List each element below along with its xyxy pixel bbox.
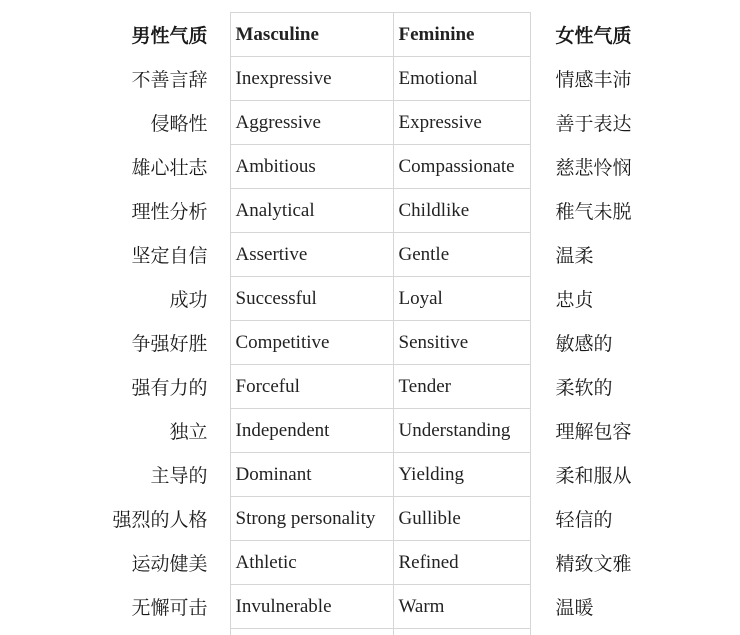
table-row — [0, 453, 740, 497]
header-feminine-zh: 女性气质 — [530, 13, 740, 57]
header-masculine-en: Masculine — [230, 13, 393, 57]
table-row — [0, 57, 740, 101]
table-header-row — [0, 13, 740, 57]
cell-feminine-zh: 柔软的 — [530, 365, 740, 409]
table-row — [0, 365, 740, 409]
cell-masculine-zh: 无懈可击 — [0, 585, 230, 629]
cell-masculine-en: Analytical — [230, 189, 393, 233]
cell-feminine-zh: 慈悲怜悯 — [530, 145, 740, 189]
cell-feminine-en: Childlike — [393, 189, 530, 233]
header-feminine-en: Feminine — [393, 13, 530, 57]
cell-masculine-en: Dominant — [230, 453, 393, 497]
cell-masculine-en: Invulnerable — [230, 585, 393, 629]
cell-feminine-en: Emotional — [393, 57, 530, 101]
cell-feminine-zh: 温柔 — [530, 233, 740, 277]
cell-masculine-zh: 不善言辞 — [0, 57, 230, 101]
header-masculine-zh: 男性气质 — [0, 13, 230, 57]
table-body — [0, 13, 740, 635]
table-row — [0, 145, 740, 189]
cell-masculine-en: Ambitious — [230, 145, 393, 189]
cell-feminine-en: Yielding — [393, 453, 530, 497]
cell-feminine-en: Gullible — [393, 497, 530, 541]
cell-feminine-zh: 善于表达 — [530, 101, 740, 145]
cell-feminine-en: Refined — [393, 541, 530, 585]
cell-feminine-zh: 情感丰沛 — [530, 57, 740, 101]
cell-feminine-en: Understanding — [393, 409, 530, 453]
cell-masculine-zh: 侵略性 — [0, 101, 230, 145]
cell-masculine-zh: 成功 — [0, 277, 230, 321]
cell-masculine-zh: 运动健美 — [0, 541, 230, 585]
cell-feminine-en: Compassionate — [393, 145, 530, 189]
cell-feminine-en: Loyal — [393, 277, 530, 321]
cell-feminine-zh: 精致文雅 — [530, 541, 740, 585]
table-row — [0, 541, 740, 585]
traits-table-container — [0, 12, 740, 635]
cell-feminine-en: Sensitive — [393, 321, 530, 365]
table-row — [0, 409, 740, 453]
cell-masculine-en: Competitive — [230, 321, 393, 365]
cell-masculine-en: Forceful — [230, 365, 393, 409]
empty-cell — [230, 629, 393, 635]
cell-masculine-zh: 强有力的 — [0, 365, 230, 409]
cell-masculine-zh: 主导的 — [0, 453, 230, 497]
cell-masculine-zh: 争强好胜 — [0, 321, 230, 365]
cell-feminine-en: Warm — [393, 585, 530, 629]
cell-masculine-zh: 雄心壮志 — [0, 145, 230, 189]
cell-feminine-zh: 温暖 — [530, 585, 740, 629]
cell-masculine-en: Independent — [230, 409, 393, 453]
table-row — [0, 497, 740, 541]
cell-masculine-en: Athletic — [230, 541, 393, 585]
cell-masculine-en: Aggressive — [230, 101, 393, 145]
cell-feminine-zh: 稚气未脱 — [530, 189, 740, 233]
table-row-cutoff — [0, 629, 740, 635]
empty-cell — [393, 629, 530, 635]
cell-masculine-en: Successful — [230, 277, 393, 321]
table-row — [0, 233, 740, 277]
cell-masculine-zh: 坚定自信 — [0, 233, 230, 277]
cell-masculine-en: Strong personality — [230, 497, 393, 541]
cell-feminine-en: Tender — [393, 365, 530, 409]
cell-masculine-zh: 理性分析 — [0, 189, 230, 233]
table-row — [0, 189, 740, 233]
cell-masculine-zh: 独立 — [0, 409, 230, 453]
cell-masculine-zh: 强烈的人格 — [0, 497, 230, 541]
cell-feminine-zh: 敏感的 — [530, 321, 740, 365]
cell-feminine-zh: 理解包容 — [530, 409, 740, 453]
gender-traits-table — [0, 12, 740, 635]
table-row — [0, 277, 740, 321]
cell-masculine-en: Inexpressive — [230, 57, 393, 101]
cell-feminine-en: Gentle — [393, 233, 530, 277]
table-row — [0, 585, 740, 629]
empty-cell — [530, 629, 740, 635]
cell-feminine-en: Expressive — [393, 101, 530, 145]
empty-cell — [0, 629, 230, 635]
cell-feminine-zh: 忠贞 — [530, 277, 740, 321]
table-row — [0, 101, 740, 145]
cell-feminine-zh: 柔和服从 — [530, 453, 740, 497]
cell-feminine-zh: 轻信的 — [530, 497, 740, 541]
cell-masculine-en: Assertive — [230, 233, 393, 277]
table-row — [0, 321, 740, 365]
